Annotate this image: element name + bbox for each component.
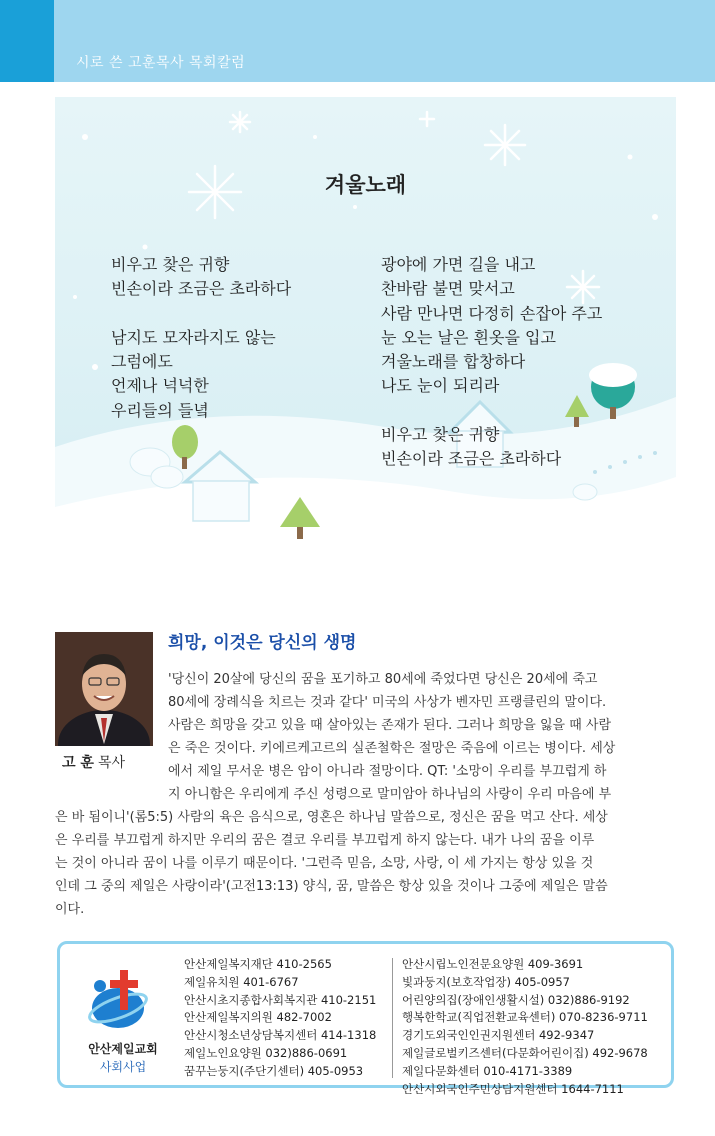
author-role: 목사 (97, 755, 125, 771)
contact-item: 안산시초지종합사회복지관 410-2151 (184, 992, 377, 1007)
poem-line: 빈손이라 조금은 초라하다 (111, 279, 292, 299)
poem-line: 찬바람 불면 맞서고 (381, 279, 515, 299)
header-tab (0, 0, 54, 82)
column-line: 80세에 장례식을 치르는 것과 같다' 미국의 사상가 벤자민 프랭클린의 말이다. (168, 695, 607, 710)
header-title: 시로 쓴 고훈목사 목회칼럼 (76, 55, 246, 71)
contact-list-left (184, 956, 376, 1081)
poem-line: 사람 만나면 다정히 손잡아 주고 (381, 303, 603, 323)
author-name (62, 752, 125, 772)
contact-item: 꿈꾸는둥지(주단기센터) 405-0953 (184, 1063, 364, 1078)
logo-name: 안산제일교회 (88, 1042, 158, 1056)
column-line: 는 것이 아니라 꿈이 나를 이루기 때문이다. '그런즉 믿음, 소망, 사랑, 이 세 가지는 항상 있을 것 (55, 856, 594, 871)
column-divider (392, 958, 393, 1078)
contact-item: 제일다문화센터 010-4171-3389 (402, 1063, 573, 1078)
poem-right-column (381, 253, 602, 472)
column-line: 은 우리를 부끄럽게 하지만 우리의 꿈은 결코 우리를 부끄럽게 하지 않는다. 내가 나의 꿈을 이루 (55, 833, 595, 848)
column-line: 사람은 희망을 갖고 있을 때 살아있는 존재가 된다. 그러나 희망을 잃을 때 사람 (168, 718, 612, 733)
column-line: 이다. (55, 902, 85, 917)
logo-subtitle: 사회사업 (99, 1060, 147, 1074)
author-photo (55, 632, 153, 746)
contact-item: 안산시청소년상담복지센터 414-1318 (184, 1028, 377, 1043)
poem-title: 겨울노래 (324, 173, 407, 197)
contact-item: 경기도외국인인권지원센터 492-9347 (402, 1028, 595, 1043)
column-line: 에서 제일 무서운 병은 암이 아니라 절망이다. QT: '소망이 우리를 부끄럽게 하 (168, 764, 607, 779)
column-line: '당신이 20살에 당신의 꿈을 포기하고 80세에 죽었다면 당신은 20세에 죽고 (168, 672, 598, 687)
contact-item: 제일글로벌키즈센터(다문화어린이집) 492-9678 (402, 1045, 648, 1060)
poem-line: 광야에 가면 길을 내고 (381, 255, 536, 274)
contact-item: 안산제일복지의원 482-7002 (184, 1010, 332, 1025)
poem-line: 빈손이라 조금은 초라하다 (381, 449, 562, 469)
column-line: 은 바 됨이니'(롬5:5) 사람의 육은 음식으로, 영혼은 하나님 말씀으로, 정신은 꿈을 먹고 산다. 세상 (55, 810, 608, 825)
poem-line: 겨울노래를 합창하다 (381, 352, 526, 372)
column-title: 희망, 이것은 당신의 생명 (168, 633, 357, 653)
poem-line: 언제나 넉넉한 (111, 376, 209, 396)
poem-left-column (111, 253, 291, 423)
poem-line (111, 302, 291, 326)
contact-item: 안산시립노인전문요양원 409-3691 (402, 957, 584, 971)
poem-line: 비우고 찾은 귀향 (111, 255, 230, 274)
column-line: 은 죽은 것이다. 키에르케고르의 실존철학은 절망은 죽음에 이르는 병이다. 세상 (168, 741, 616, 756)
church-logo-icon (78, 964, 164, 1034)
column-line: 지 아니함은 우리에게 주신 성령으로 말미암아 하나님의 사랑이 우리 마음에 부 (168, 787, 612, 802)
page-header (0, 0, 715, 82)
poem-line: 눈 오는 날은 흰옷을 입고 (381, 327, 556, 347)
contact-item: 빛과둥지(보호작업장) 405-0957 (402, 974, 570, 989)
poem-line: 남지도 모자라지도 않는 (111, 327, 276, 347)
poem-panel (55, 97, 676, 573)
contact-item: 안산시외국인주민상담지원센터 1644-7111 (402, 1081, 624, 1096)
column-line: 인데 그 중의 제일은 사랑이라'(고전13:13) 양식, 꿈, 말씀은 항상 있을 것이나 그중에 제일은 말씀 (55, 879, 608, 894)
contact-item: 제일노인요양원 032)886-0691 (184, 1045, 348, 1060)
contact-list-right (402, 956, 648, 1098)
contact-item: 안산제일복지재단 410-2565 (184, 957, 332, 971)
author-name-text: 고 훈 (62, 755, 94, 771)
poem-line: 비우고 찾은 귀향 (381, 425, 500, 445)
contact-item: 어린양의집(장애인생활시설) 032)886-9192 (402, 992, 630, 1007)
contact-item: 행복한학교(직업전환교육센터) 070-8236-9711 (402, 1010, 648, 1025)
poem-line: 그럼에도 (111, 352, 173, 372)
social-services-box (57, 941, 674, 1096)
poem-line: 나도 눈이 되리라 (381, 376, 500, 396)
contact-item: 제일유치원 401-6767 (184, 974, 299, 989)
portrait-image (55, 632, 153, 746)
poem-line (381, 399, 602, 423)
poem-line: 우리들의 들녘 (111, 400, 209, 420)
